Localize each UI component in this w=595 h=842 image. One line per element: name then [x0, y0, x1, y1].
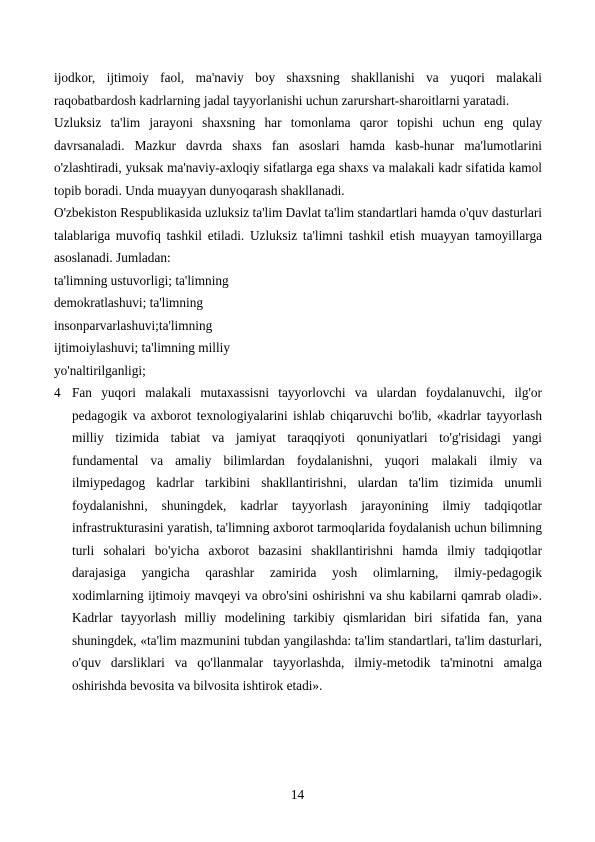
principle-line: demokratlashuvi; ta'limning	[54, 295, 204, 310]
principle-line: yo'naltirilganligi;	[54, 362, 146, 378]
item-number: 4	[54, 385, 61, 400]
page-body	[54, 67, 542, 697]
page-number: 14	[290, 787, 305, 802]
paragraph-uzbekistan-standards: O'zbekiston Respublikasida uzluksiz ta'lim Davlat ta'lim standartlari hamda o'quv dasturlari talablariga muvofiq tashkil etiladi. Uzluksiz ta'limni tashkil etish muayyan tamoyillarga asoslanadi. Jumladan:	[54, 205, 542, 265]
item-text: Fan yuqori malakali mutaxassisni tayyorlovchi va ulardan foydalanuvchi, ilg'or pedagogik va axborot texnologiyalarini ishlab chiqaruvchi bo'lib, «kadrlar tayyorlash milliy tizimida tabiat va jamiyat taraqqiyoti qonuniyatlari to'g'risidagi yangi fundamental va amaliy bilimlardan foydalanishni, yuqori malakali ilmiy va ilmiypedagog kadrlar tarkibini shakllantirishni, ulardan ta'lim tizimida unumli foydalanishni, shuningdek, kadrlar tayyorlash jarayonining ilmiy tadqiqotlar infrastrukturasini yaratish, ta'limning axborot tarmoqlarida foydalanish uchun bilimning turli sohalari bo'yicha axborot bazasini shakllantirishni hamda ilmiy tadqiqotlar darajasiga yangicha qarashlar zamirida yosh olimlarning, ilmiy-pedagogik xodimlarning ijtimoiy mavqeyi va obro'sini oshirishni va shu kabilarni qamrab oladi». Kadrlar tayyorlash milliy modelining tarkibiy qismlaridan biri sifatida fan, yana shuningdek, «ta'lim mazmunini tubdan yangilashda: ta'lim standartlari, ta'lim dasturlari, o'quv darsliklari va qo'llanmalar tayyorlashda, ilmiy-metodik ta'minotni amalga oshirishda bevosita va bilvosita ishtirok etadi».	[72, 385, 542, 693]
paragraph-intro: ijodkor, ijtimoiy faol, ma'naviy boy shaxsning shakllanishi va yuqori malakali raqobatbardosh kadrlarning jadal tayyorlanishi uchun zarurshart-sharoitlarni yaratadi.	[54, 70, 542, 108]
paragraph-continuous-education: Uzluksiz ta'lim jarayoni shaxsning har tomonlama qaror topishi uchun eng qulay davrsanaladi. Mazkur davrda shaxs fan asoslari hamda kasb-hunar ma'lumotlarini o'zlashtiradi, yuksak ma'naviy-axloqiy sifatlarga ega shaxs va malakali kadr sifatida kamol topib boradi. Unda muayyan dunyoqarash shakllanadi.	[54, 115, 542, 198]
principle-line: ta'limning ustuvorligi; ta'limning	[54, 272, 229, 288]
numbered-item	[54, 382, 542, 697]
principle-line: ijtimoiylashuvi; ta'limning milliy	[54, 340, 230, 355]
principle-line: insonparvarlashuvi;ta'limning	[54, 317, 213, 333]
